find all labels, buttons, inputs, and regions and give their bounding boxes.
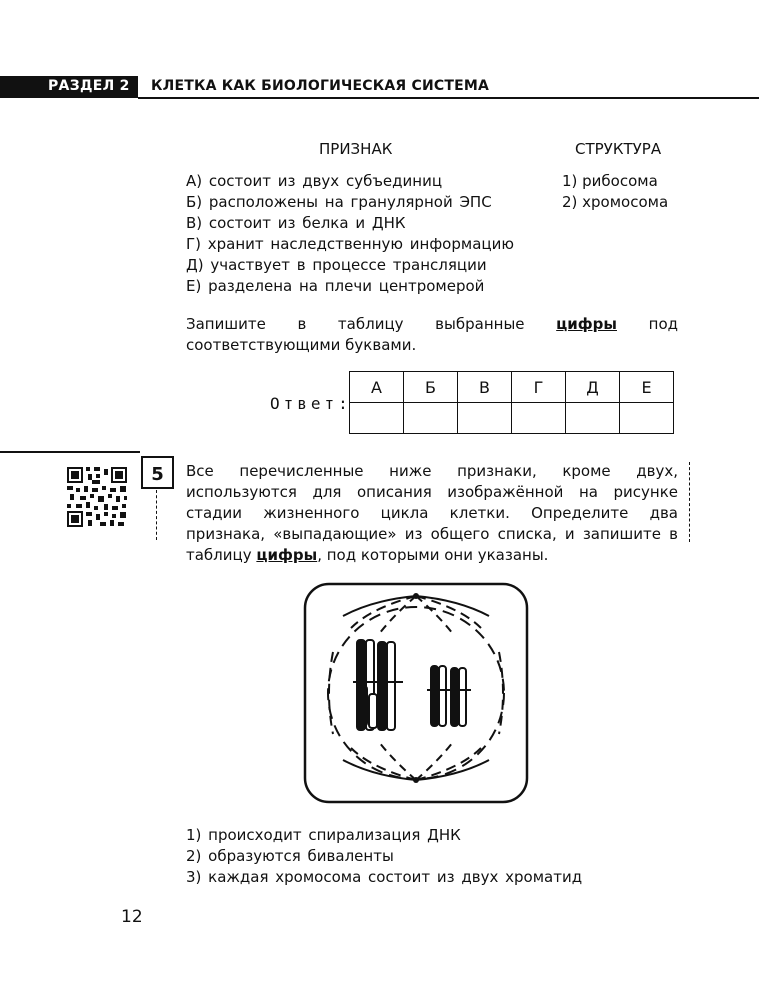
list-item: Д) участвует в процессе трансляции — [186, 256, 487, 274]
answer-cell[interactable] — [566, 403, 620, 434]
answer-letter: Е — [620, 372, 674, 403]
dashed-marker-left — [156, 490, 157, 540]
emphasis-digits: цифры — [256, 546, 318, 564]
cell-division-figure — [303, 582, 529, 804]
answer-label: Ответ: — [270, 394, 352, 413]
header-rule — [138, 97, 759, 99]
structure-heading: СТРУКТУРА — [575, 140, 662, 158]
qr-code-icon — [66, 466, 128, 528]
section-label: РАЗДЕЛ 2 — [48, 78, 130, 94]
dashed-marker-right — [689, 462, 690, 542]
list-item: 2) хромосома — [562, 193, 669, 211]
list-item: Е) разделена на плечи центромерой — [186, 277, 485, 295]
list-item: А) состоит из двух субъединиц — [186, 172, 443, 190]
answer-cell[interactable] — [404, 403, 458, 434]
list-item: 1) происходит спирализация ДНК — [186, 826, 461, 844]
answer-cell[interactable] — [458, 403, 512, 434]
list-item: 2) образуются биваленты — [186, 847, 394, 865]
list-item: 3) каждая хромосома состоит из двух хроматид — [186, 868, 583, 886]
answer-table — [349, 371, 674, 434]
answer-cell[interactable] — [512, 403, 566, 434]
answer-letter: Д — [566, 372, 620, 403]
answer-letter: В — [458, 372, 512, 403]
list-item: 1) рибосома — [562, 172, 658, 190]
task5-options — [186, 825, 582, 888]
criteria-heading: ПРИЗНАК — [319, 140, 393, 158]
emphasis-digits: цифры — [556, 315, 617, 333]
list-item: Б) расположены на гранулярной ЭПС — [186, 193, 492, 211]
structures-list — [562, 171, 668, 213]
task-separator — [0, 451, 140, 453]
task5-text: Все перечисленные ниже признаки, кроме двух, используются для описания изображённой на рисунке стадии жизненного цикла клетки. Определите два признака, «выпадающие» из общего списка, и запишите в таблицу цифры, под которыми они указаны. — [186, 462, 678, 564]
criteria-list — [186, 171, 514, 297]
section-title: КЛЕТКА КАК БИОЛОГИЧЕСКАЯ СИСТЕМА — [151, 78, 490, 94]
list-item: Г) хранит наследственную информацию — [186, 235, 514, 253]
answer-letter: Г — [512, 372, 566, 403]
answer-letter: Б — [404, 372, 458, 403]
task-number: 5 — [141, 456, 174, 489]
answer-cell[interactable] — [620, 403, 674, 434]
list-item: В) состоит из белка и ДНК — [186, 214, 406, 232]
answer-letter: А — [350, 372, 404, 403]
matching-instruction: Запишите в таблицу выбранные цифры под соответствующими буквами. — [186, 315, 679, 354]
answer-cell[interactable] — [350, 403, 404, 434]
page-number: 12 — [121, 907, 143, 927]
